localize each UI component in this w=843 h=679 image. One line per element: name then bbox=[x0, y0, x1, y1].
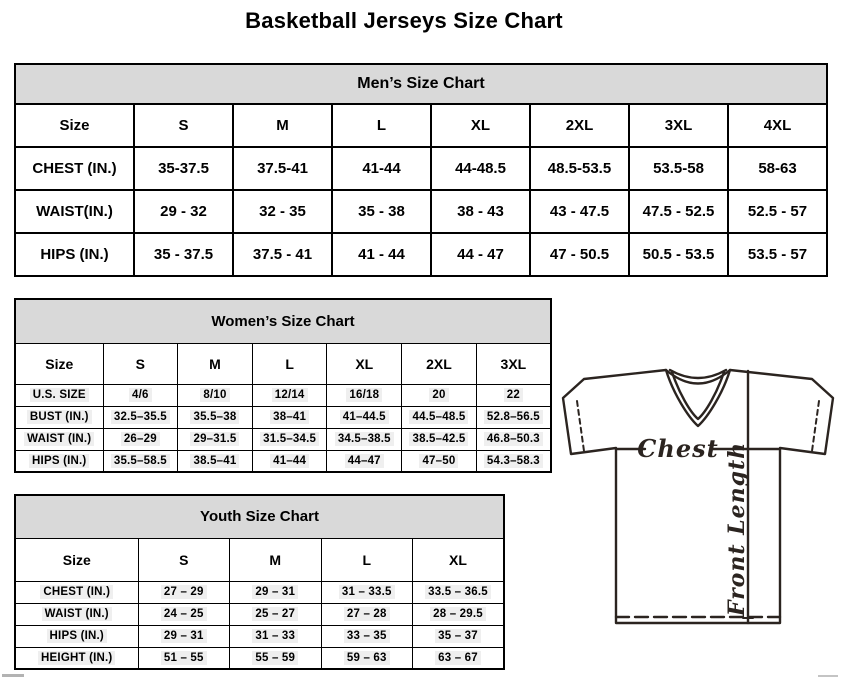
column-header: S bbox=[134, 104, 233, 147]
row-label bbox=[15, 450, 103, 472]
size-cell bbox=[252, 428, 327, 450]
row-label-text: CHEST (IN.) bbox=[40, 585, 113, 599]
column-header: 3XL bbox=[629, 104, 728, 147]
size-value: 31 – 33 bbox=[252, 629, 298, 643]
mens-chart-title: Men’s Size Chart bbox=[15, 64, 827, 104]
column-header: M bbox=[178, 343, 253, 384]
size-cell bbox=[321, 581, 413, 603]
size-cell: 41-44 bbox=[332, 147, 431, 190]
row-label bbox=[15, 581, 138, 603]
size-cell bbox=[327, 406, 402, 428]
size-value: 38–41 bbox=[270, 410, 309, 424]
size-value: 24 – 25 bbox=[161, 607, 207, 621]
size-value: 20 bbox=[429, 388, 448, 402]
size-value: 4/6 bbox=[129, 388, 152, 402]
size-cell bbox=[476, 450, 551, 472]
table-row bbox=[15, 428, 551, 450]
size-cell bbox=[402, 428, 477, 450]
size-cell: 52.5 - 57 bbox=[728, 190, 827, 233]
size-value: 25 – 27 bbox=[252, 607, 298, 621]
table-header-row bbox=[15, 104, 827, 147]
column-header: M bbox=[233, 104, 332, 147]
size-cell bbox=[327, 384, 402, 406]
size-cell bbox=[178, 450, 253, 472]
size-cell bbox=[230, 603, 322, 625]
size-cell: 58-63 bbox=[728, 147, 827, 190]
size-cell bbox=[230, 625, 322, 647]
size-cell bbox=[321, 625, 413, 647]
size-cell bbox=[178, 428, 253, 450]
size-value: 33.5 – 36.5 bbox=[425, 585, 491, 599]
size-cell: 44 - 47 bbox=[431, 233, 530, 276]
table-row bbox=[15, 625, 504, 647]
size-cell bbox=[138, 603, 230, 625]
size-value: 8/10 bbox=[200, 388, 229, 402]
table-row bbox=[15, 450, 551, 472]
size-cell bbox=[413, 625, 505, 647]
table-row bbox=[15, 384, 551, 406]
column-header: M bbox=[230, 538, 322, 581]
size-cell: 35 - 37.5 bbox=[134, 233, 233, 276]
row-label-text: BUST (IN.) bbox=[27, 410, 92, 424]
size-value: 38.5–41 bbox=[190, 454, 239, 468]
size-cell bbox=[402, 384, 477, 406]
column-header: XL bbox=[413, 538, 505, 581]
womens-chart-title: Women’s Size Chart bbox=[15, 299, 551, 343]
column-header: L bbox=[332, 104, 431, 147]
size-value: 52.8–56.5 bbox=[484, 410, 543, 424]
size-value: 29 – 31 bbox=[161, 629, 207, 643]
size-value: 27 – 29 bbox=[161, 585, 207, 599]
size-cell: 47 - 50.5 bbox=[530, 233, 629, 276]
size-cell bbox=[103, 428, 178, 450]
size-value: 27 – 28 bbox=[344, 607, 390, 621]
column-header: 4XL bbox=[728, 104, 827, 147]
size-cell: 48.5-53.5 bbox=[530, 147, 629, 190]
size-value: 54.3–58.3 bbox=[484, 454, 543, 468]
size-value: 47–50 bbox=[419, 454, 458, 468]
size-cell bbox=[252, 384, 327, 406]
horizontal-scrollbar-thumb-right[interactable] bbox=[818, 675, 838, 677]
size-cell: 35 - 38 bbox=[332, 190, 431, 233]
jersey-measurement-diagram bbox=[558, 367, 838, 629]
row-label-text: HEIGHT (IN.) bbox=[38, 651, 115, 665]
column-header: 2XL bbox=[402, 343, 477, 384]
page-title: Basketball Jerseys Size Chart bbox=[245, 8, 563, 33]
size-cell: 44-48.5 bbox=[431, 147, 530, 190]
row-label bbox=[15, 603, 138, 625]
size-cell: 38 - 43 bbox=[431, 190, 530, 233]
size-cell bbox=[103, 406, 178, 428]
size-cell bbox=[138, 647, 230, 669]
size-cell bbox=[103, 384, 178, 406]
size-value: 12/14 bbox=[272, 388, 308, 402]
size-value: 16/18 bbox=[346, 388, 382, 402]
row-label-text: WAIST (IN.) bbox=[42, 607, 112, 621]
column-header: 2XL bbox=[530, 104, 629, 147]
size-cell: 37.5 - 41 bbox=[233, 233, 332, 276]
column-header: Size bbox=[15, 343, 103, 384]
column-header: XL bbox=[327, 343, 402, 384]
size-value: 29–31.5 bbox=[190, 432, 239, 446]
size-value: 35 – 37 bbox=[435, 629, 481, 643]
size-value: 33 – 35 bbox=[344, 629, 390, 643]
size-value: 28 – 29.5 bbox=[430, 607, 486, 621]
row-label-text: HIPS (IN.) bbox=[47, 629, 107, 643]
size-cell bbox=[321, 647, 413, 669]
column-header: Size bbox=[15, 104, 134, 147]
table-row bbox=[15, 190, 827, 233]
size-cell: 37.5-41 bbox=[233, 147, 332, 190]
column-header: S bbox=[138, 538, 230, 581]
size-value: 38.5–42.5 bbox=[409, 432, 468, 446]
size-value: 31.5–34.5 bbox=[260, 432, 319, 446]
table-title-row bbox=[15, 299, 551, 343]
size-value: 35.5–38 bbox=[190, 410, 239, 424]
size-value: 32.5–35.5 bbox=[111, 410, 170, 424]
column-header: L bbox=[321, 538, 413, 581]
size-value: 35.5–58.5 bbox=[111, 454, 170, 468]
size-cell bbox=[413, 603, 505, 625]
row-label-text: U.S. SIZE bbox=[30, 388, 89, 402]
table-header-row bbox=[15, 343, 551, 384]
size-cell bbox=[138, 625, 230, 647]
size-cell bbox=[321, 603, 413, 625]
collar-back-arc-inner bbox=[670, 370, 726, 378]
row-label: WAIST(IN.) bbox=[15, 190, 134, 233]
size-cell bbox=[476, 384, 551, 406]
size-cell bbox=[476, 428, 551, 450]
size-cell: 50.5 - 53.5 bbox=[629, 233, 728, 276]
column-header: S bbox=[103, 343, 178, 384]
size-cell bbox=[327, 450, 402, 472]
size-cell: 53.5-58 bbox=[629, 147, 728, 190]
front-length-label: Front Length bbox=[724, 441, 750, 617]
size-value: 22 bbox=[504, 388, 523, 402]
size-value: 59 – 63 bbox=[344, 651, 390, 665]
row-label-text: HIPS (IN.) bbox=[29, 454, 89, 468]
size-cell bbox=[413, 647, 505, 669]
table-row bbox=[15, 406, 551, 428]
size-value: 34.5–38.5 bbox=[335, 432, 394, 446]
row-label bbox=[15, 647, 138, 669]
row-label-text: WAIST (IN.) bbox=[24, 432, 94, 446]
table-row bbox=[15, 603, 504, 625]
size-cell: 35-37.5 bbox=[134, 147, 233, 190]
size-cell bbox=[413, 581, 505, 603]
column-header: Size bbox=[15, 538, 138, 581]
jersey-outline bbox=[563, 370, 833, 623]
size-cell: 32 - 35 bbox=[233, 190, 332, 233]
table-row bbox=[15, 647, 504, 669]
row-label bbox=[15, 428, 103, 450]
size-value: 46.8–50.3 bbox=[484, 432, 543, 446]
size-value: 29 – 31 bbox=[252, 585, 298, 599]
size-cell: 41 - 44 bbox=[332, 233, 431, 276]
table-row bbox=[15, 233, 827, 276]
column-header: L bbox=[252, 343, 327, 384]
size-cell bbox=[138, 581, 230, 603]
mens-size-chart-table bbox=[14, 63, 828, 277]
size-cell bbox=[103, 450, 178, 472]
size-value: 26–29 bbox=[121, 432, 160, 446]
size-value: 44–47 bbox=[345, 454, 384, 468]
size-cell: 29 - 32 bbox=[134, 190, 233, 233]
size-value: 41–44.5 bbox=[340, 410, 389, 424]
table-row bbox=[15, 581, 504, 603]
table-title-row bbox=[15, 495, 504, 538]
table-header-row bbox=[15, 538, 504, 581]
size-value: 41–44 bbox=[270, 454, 309, 468]
size-cell bbox=[252, 450, 327, 472]
size-cell: 53.5 - 57 bbox=[728, 233, 827, 276]
row-label bbox=[15, 406, 103, 428]
size-value: 44.5–48.5 bbox=[409, 410, 468, 424]
row-label: CHEST (IN.) bbox=[15, 147, 134, 190]
size-cell bbox=[178, 406, 253, 428]
size-value: 63 – 67 bbox=[435, 651, 481, 665]
size-cell bbox=[327, 428, 402, 450]
size-cell bbox=[252, 406, 327, 428]
womens-size-chart-table bbox=[14, 298, 552, 473]
size-cell bbox=[402, 450, 477, 472]
size-cell bbox=[230, 647, 322, 669]
size-value: 55 – 59 bbox=[252, 651, 298, 665]
size-value: 31 – 33.5 bbox=[339, 585, 395, 599]
chest-label: Chest bbox=[637, 434, 719, 463]
row-label bbox=[15, 384, 103, 406]
column-header: XL bbox=[431, 104, 530, 147]
size-cell: 43 - 47.5 bbox=[530, 190, 629, 233]
row-label: HIPS (IN.) bbox=[15, 233, 134, 276]
table-title-row bbox=[15, 64, 827, 104]
column-header: 3XL bbox=[476, 343, 551, 384]
size-cell bbox=[402, 406, 477, 428]
youth-chart-title: Youth Size Chart bbox=[15, 495, 504, 538]
youth-size-chart-table bbox=[14, 494, 505, 670]
size-cell bbox=[178, 384, 253, 406]
size-cell: 47.5 - 52.5 bbox=[629, 190, 728, 233]
size-value: 51 – 55 bbox=[161, 651, 207, 665]
size-cell bbox=[476, 406, 551, 428]
horizontal-scrollbar-thumb-left[interactable] bbox=[2, 674, 24, 677]
row-label bbox=[15, 625, 138, 647]
table-row bbox=[15, 147, 827, 190]
size-cell bbox=[230, 581, 322, 603]
